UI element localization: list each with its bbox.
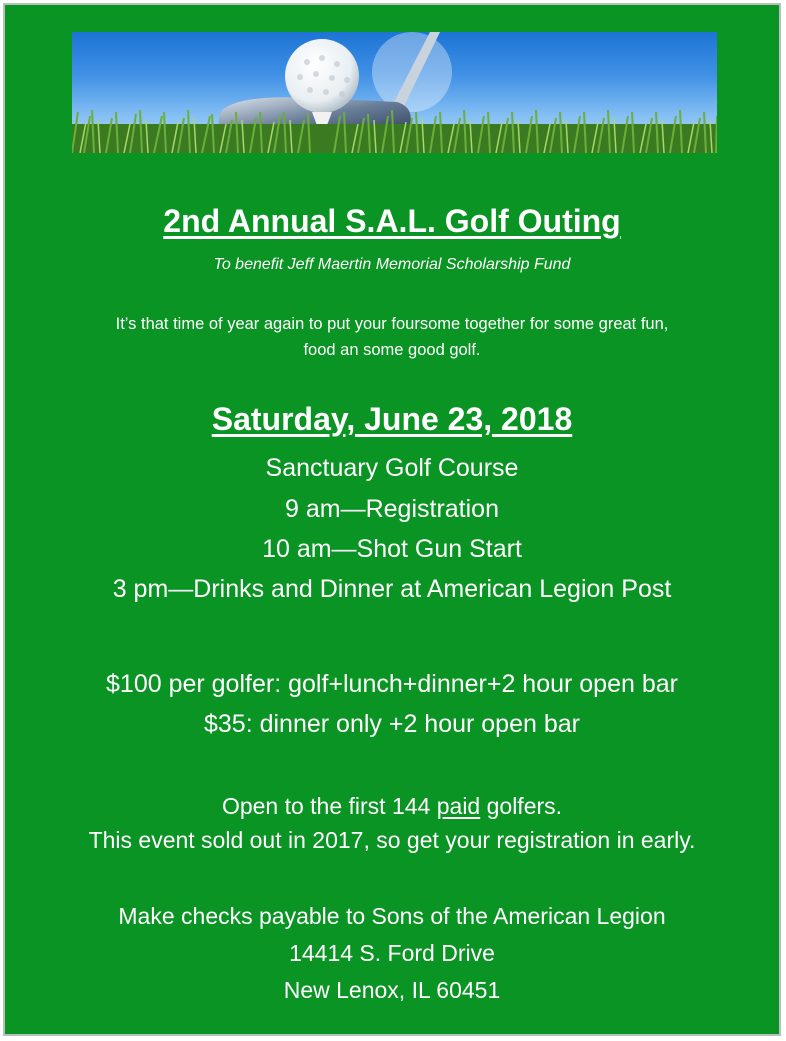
flyer bbox=[3, 3, 781, 1036]
city-state-zip: New Lenox, IL 60451 bbox=[283, 977, 501, 1003]
golfer-price: $100 per golfer: golf+lunch+dinner+2 hour open bar bbox=[106, 670, 678, 698]
shotgun-start-time: 10 am—Shot Gun Start bbox=[262, 535, 522, 563]
intro-line-1: It’s that time of year again to put your foursome together for some great fun, bbox=[115, 315, 669, 333]
event-date: Saturday, June 23, 2018 bbox=[211, 401, 573, 437]
open-prefix: Open to the first 144 bbox=[221, 793, 437, 819]
event-subtitle: To benefit Jeff Maertin Memorial Scholarship Fund bbox=[213, 256, 571, 273]
dinner-time: 3 pm—Drinks and Dinner at American Legion Post bbox=[112, 575, 672, 603]
golf-banner-photo bbox=[72, 32, 717, 153]
intro-line-2: food an some good golf. bbox=[303, 341, 481, 359]
event-title: 2nd Annual S.A.L. Golf Outing bbox=[163, 203, 621, 239]
paid-emphasis: paid bbox=[436, 793, 481, 819]
registration-time: 9 am—Registration bbox=[285, 495, 499, 523]
dinner-price: $35: dinner only +2 hour open bar bbox=[204, 710, 580, 738]
payable-to: Make checks payable to Sons of the American Legion bbox=[118, 903, 666, 929]
street-address: 14414 S. Ford Drive bbox=[289, 940, 495, 966]
open-to-line bbox=[5, 793, 779, 820]
venue: Sanctuary Golf Course bbox=[265, 454, 519, 482]
sold-out-note: This event sold out in 2017, so get your registration in early. bbox=[88, 827, 696, 853]
open-suffix: golfers. bbox=[480, 793, 563, 819]
